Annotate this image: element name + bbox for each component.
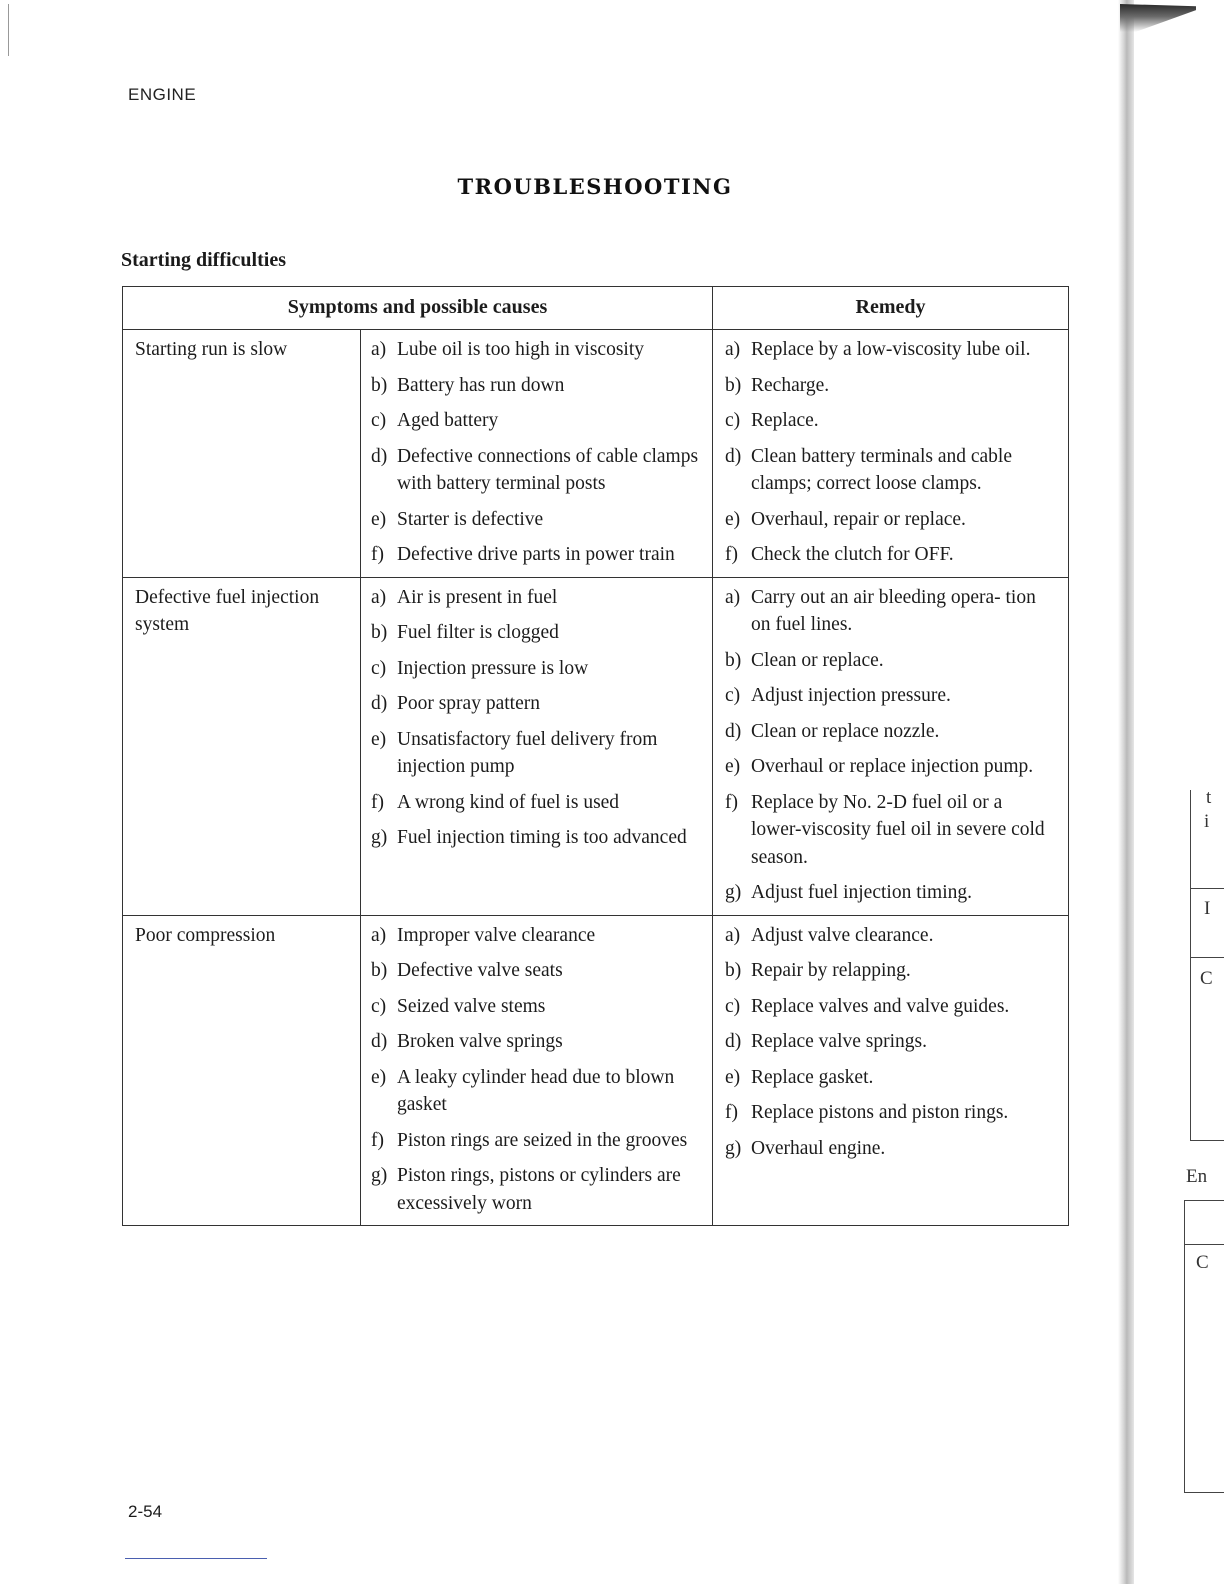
remedy-item xyxy=(725,753,1056,781)
cause-item xyxy=(371,1162,706,1217)
item-label: a) xyxy=(725,339,741,360)
item-label: b) xyxy=(371,622,388,643)
item-label: b) xyxy=(725,649,742,671)
item-text: Recharge. xyxy=(751,374,830,396)
scan-edge-mark xyxy=(8,4,9,56)
cause-item xyxy=(371,690,706,718)
symptom-cell: Defective fuel injection system xyxy=(123,577,361,915)
section-header: ENGINE xyxy=(128,85,197,104)
item-label: e) xyxy=(725,1066,741,1088)
adjacent-text-fragment: i xyxy=(1204,811,1210,832)
item-text: Injection pressure is low xyxy=(397,657,589,679)
cause-item xyxy=(371,584,706,612)
table-row xyxy=(123,915,1069,1226)
page-number: 2-54 xyxy=(128,1502,163,1521)
item-text: Poor spray pattern xyxy=(397,693,540,714)
remedy-item xyxy=(725,957,1056,985)
cause-item xyxy=(371,619,706,647)
item-text: Fuel injection timing is too advanced xyxy=(397,827,687,848)
item-text: Replace gasket. xyxy=(751,1066,874,1088)
item-label: e) xyxy=(371,728,387,750)
item-text: Repair by relapping. xyxy=(751,960,911,981)
page-title: TROUBLESHOOTING xyxy=(457,174,733,199)
remedy-item xyxy=(725,584,1056,639)
item-label: d) xyxy=(725,720,742,742)
cause-item xyxy=(371,443,706,498)
item-text: Clean battery terminals and cable clamps; correct loose clamps. xyxy=(751,445,1012,494)
remedy-item xyxy=(725,372,1056,400)
table-row xyxy=(123,330,1069,578)
item-label: f) xyxy=(371,1129,384,1151)
cause-item xyxy=(371,1064,706,1119)
item-label: c) xyxy=(725,410,741,431)
symptom-cell: Starting run is slow xyxy=(123,330,361,578)
cause-item xyxy=(371,1028,706,1056)
item-text: Overhaul engine. xyxy=(751,1137,886,1159)
item-label: g) xyxy=(725,1137,742,1159)
item-label: g) xyxy=(371,1165,388,1186)
cause-item xyxy=(371,541,706,569)
item-label: a) xyxy=(725,586,741,608)
item-text: Replace by No. 2-D fuel oil or a lower-viscosity fuel oil in severe cold season. xyxy=(751,791,1045,868)
remedies-cell xyxy=(713,330,1069,578)
item-label: a) xyxy=(371,586,387,608)
item-text: Adjust injection pressure. xyxy=(751,685,951,706)
item-text: Replace valves and valve guides. xyxy=(751,995,1010,1017)
troubleshooting-table xyxy=(122,286,1069,1226)
item-label: c) xyxy=(371,410,387,431)
item-label: f) xyxy=(371,544,384,565)
cause-item xyxy=(371,336,706,364)
item-label: e) xyxy=(725,508,741,530)
item-text: Improper valve clearance xyxy=(397,924,596,946)
adjacent-table-line xyxy=(1184,1492,1224,1493)
item-text: Seized valve stems xyxy=(397,995,546,1017)
cause-item xyxy=(371,957,706,985)
adjacent-table-line xyxy=(1184,1200,1224,1201)
remedy-item xyxy=(725,1064,1056,1092)
remedy-item xyxy=(725,506,1056,534)
adjacent-text-fragment: En xyxy=(1186,1166,1208,1187)
table-row xyxy=(123,577,1069,915)
remedies-cell xyxy=(713,577,1069,915)
item-text: Lube oil is too high in viscosity xyxy=(397,339,644,360)
header-symptoms: Symptoms and possible causes xyxy=(123,287,713,330)
item-label: e) xyxy=(725,756,741,777)
item-text: Replace. xyxy=(751,410,819,431)
adjacent-table-line xyxy=(1190,888,1224,889)
cause-item xyxy=(371,824,706,852)
item-label: e) xyxy=(371,508,387,530)
item-text: Clean or replace nozzle. xyxy=(751,720,940,742)
remedy-item xyxy=(725,1135,1056,1163)
item-label: b) xyxy=(725,960,742,981)
adjacent-text-fragment: I xyxy=(1204,898,1211,919)
item-text: Defective drive parts in power train xyxy=(397,544,675,565)
item-text: Clean or replace. xyxy=(751,649,884,671)
remedy-item xyxy=(725,993,1056,1021)
footer-rule xyxy=(125,1558,267,1559)
item-text: Piston rings are seized in the grooves xyxy=(397,1129,688,1151)
causes-cell xyxy=(361,330,713,578)
item-text: Unsatisfactory fuel delivery from injection pump xyxy=(397,728,658,777)
item-text: Replace pistons and piston rings. xyxy=(751,1102,1009,1123)
causes-cell xyxy=(361,915,713,1226)
item-text: Replace by a low-viscosity lube oil. xyxy=(751,339,1031,360)
remedy-item xyxy=(725,541,1056,569)
remedy-item xyxy=(725,647,1056,675)
remedy-item xyxy=(725,682,1056,710)
item-label: d) xyxy=(371,693,388,714)
binding-edge xyxy=(1118,0,1134,1584)
item-text: Carry out an air bleeding opera- tion on fuel lines. xyxy=(751,586,1036,635)
remedy-item xyxy=(725,879,1056,907)
item-text: Overhaul, repair or replace. xyxy=(751,508,966,530)
item-label: e) xyxy=(371,1066,387,1088)
item-label: b) xyxy=(371,374,388,396)
item-label: c) xyxy=(371,995,387,1017)
item-text: Air is present in fuel xyxy=(397,586,558,608)
item-text: Battery has run down xyxy=(397,374,565,396)
item-label: b) xyxy=(371,960,388,981)
remedies-cell xyxy=(713,915,1069,1226)
adjacent-table-line xyxy=(1190,1140,1224,1141)
header-remedy: Remedy xyxy=(713,287,1069,330)
item-label: a) xyxy=(725,924,741,946)
adjacent-table-frame xyxy=(1190,790,1224,1140)
remedy-item xyxy=(725,407,1056,435)
cause-item xyxy=(371,655,706,683)
item-text: Defective connections of cable clamps with battery terminal posts xyxy=(397,445,699,494)
remedy-item xyxy=(725,718,1056,746)
cause-item xyxy=(371,726,706,781)
item-text: Piston rings, pistons or cylinders are excessively worn xyxy=(397,1165,681,1214)
item-label: f) xyxy=(725,791,739,813)
remedy-item xyxy=(725,922,1056,950)
subsection-title: Starting difficulties xyxy=(121,249,286,271)
item-text: Overhaul or replace injection pump. xyxy=(751,756,1034,777)
item-text: A wrong kind of fuel is used xyxy=(397,791,620,813)
remedy-item xyxy=(725,789,1056,872)
item-label: d) xyxy=(725,445,742,467)
item-label: c) xyxy=(371,657,387,679)
item-text: Replace valve springs. xyxy=(751,1031,928,1052)
item-label: f) xyxy=(725,544,739,565)
cause-item xyxy=(371,993,706,1021)
item-label: a) xyxy=(371,339,387,360)
item-label: c) xyxy=(725,995,741,1017)
table-header-row xyxy=(123,287,1069,330)
adjacent-table-line xyxy=(1190,957,1224,958)
adjacent-text-fragment: C xyxy=(1200,968,1213,989)
cause-item xyxy=(371,789,706,817)
item-label: d) xyxy=(725,1031,742,1052)
item-label: a) xyxy=(371,924,387,946)
cause-item xyxy=(371,922,706,950)
item-label: f) xyxy=(725,1102,739,1123)
remedy-item xyxy=(725,336,1056,364)
item-text: Defective valve seats xyxy=(397,960,563,981)
item-text: Fuel filter is clogged xyxy=(397,622,559,643)
item-text: A leaky cylinder head due to blown gasket xyxy=(397,1066,675,1115)
item-text: Broken valve springs xyxy=(397,1031,563,1052)
adjacent-table-line xyxy=(1184,1244,1224,1245)
item-text: Check the clutch for OFF. xyxy=(751,544,954,565)
remedy-item xyxy=(725,1099,1056,1127)
adjacent-text-fragment: t xyxy=(1206,787,1212,808)
item-label: d) xyxy=(371,445,388,467)
adjacent-page-strip xyxy=(1134,0,1224,1584)
cause-item xyxy=(371,407,706,435)
causes-cell xyxy=(361,577,713,915)
cause-item xyxy=(371,372,706,400)
item-label: g) xyxy=(725,882,742,903)
remedy-item xyxy=(725,1028,1056,1056)
adjacent-text-fragment: C xyxy=(1196,1252,1209,1273)
cause-item xyxy=(371,506,706,534)
symptom-cell: Poor compression xyxy=(123,915,361,1226)
item-label: b) xyxy=(725,374,742,396)
item-label: c) xyxy=(725,685,741,706)
item-text: Aged battery xyxy=(397,410,499,431)
item-text: Starter is defective xyxy=(397,508,544,530)
item-label: d) xyxy=(371,1031,388,1052)
remedy-item xyxy=(725,443,1056,498)
item-label: f) xyxy=(371,791,384,813)
item-text: Adjust fuel injection timing. xyxy=(751,882,972,903)
item-text: Adjust valve clearance. xyxy=(751,924,934,946)
item-label: g) xyxy=(371,827,388,848)
cause-item xyxy=(371,1127,706,1155)
